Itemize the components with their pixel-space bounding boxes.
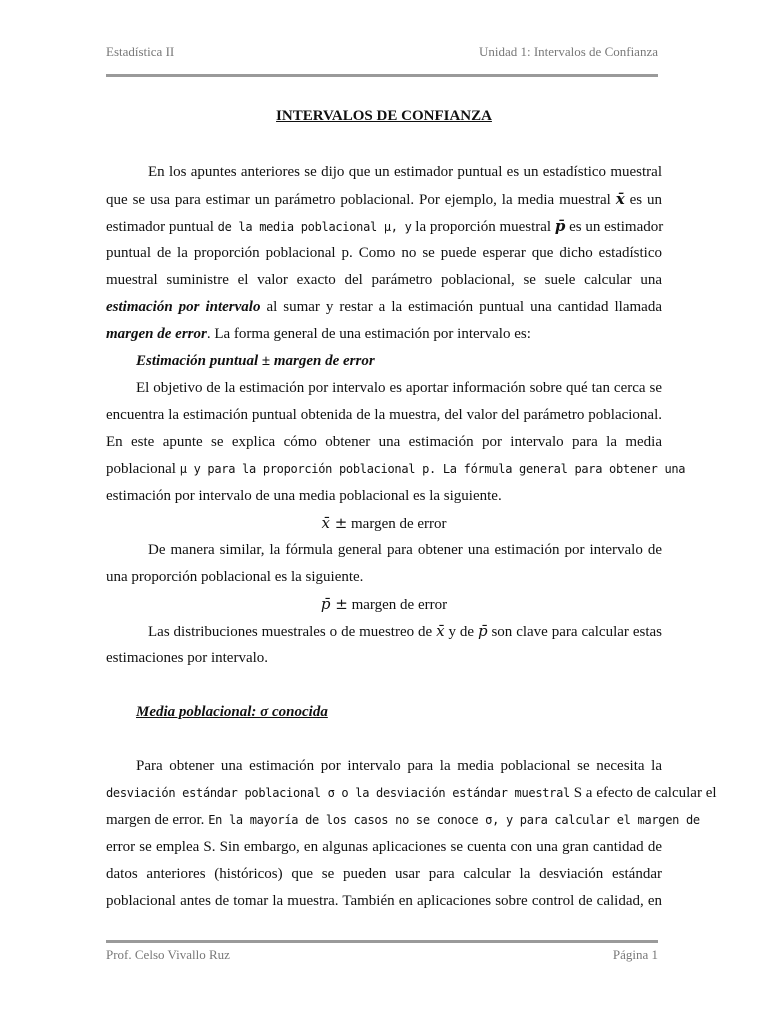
header-subject: Estadística II	[106, 44, 175, 59]
p5-line-1: Para obtener una estimación por intervalo para la media poblacional se necesita la	[136, 758, 662, 774]
p4-line-1: Las distribuciones muestrales o de muestreo de x̄ y de p̄ son clave para calcular estas	[148, 622, 662, 640]
formula-mean: x̄ ± margen de error	[321, 514, 447, 532]
header-unit: Unidad 1: Intervalos de Confianza	[478, 44, 658, 59]
p1-line-2: que se usa para estimar un parámetro poblacional. Por ejemplo, la media muestral x̄ es un	[106, 190, 663, 208]
p1-line-3: estimador puntual de la media poblacional μ, y la proporción muestral p̄ es un estimador	[106, 217, 664, 235]
p5-line-4: error se emplea S. Sin embargo, en algunas aplicaciones se cuenta con una gran cantidad de	[106, 839, 662, 855]
p2-line-5: estimación por intervalo de una media poblacional es la siguiente.	[106, 488, 502, 504]
formula-proportion: p̄ ± margen de error	[320, 595, 448, 613]
document-title: INTERVALOS DE CONFIANZA	[276, 108, 492, 124]
p5-line-6: poblacional antes de tomar la muestra. También en aplicaciones sobre control de calidad, en	[106, 893, 662, 909]
p2-line-2: encuentra la estimación puntual obtenida de la muestra, del valor del parámetro poblacional.	[106, 407, 662, 423]
p5-line-2: desviación estándar poblacional σ o la desviación estándar muestral S a efecto de calcular el	[106, 785, 717, 801]
footer-rule	[106, 940, 658, 943]
p2-line-1: El objetivo de la estimación por intervalo es aportar información sobre qué tan cerca se	[136, 380, 662, 396]
page-number: Página 1	[612, 947, 658, 962]
p3-line-2: una proporción poblacional es la siguiente.	[106, 569, 364, 585]
header-rule	[106, 74, 658, 77]
formula-interval-general: Estimación puntual ± margen de error	[136, 353, 375, 369]
footer-author: Prof. Celso Vivallo Ruz	[106, 947, 230, 962]
p5-line-5: datos anteriores (históricos) que se pueden usar para calcular la desviación estándar	[106, 866, 662, 882]
p1-line-7: margen de error. La forma general de una estimación por intervalo es:	[106, 326, 531, 342]
p1-line-6: estimación por intervalo al sumar y restar a la estimación puntual una cantidad llamada	[106, 299, 662, 315]
p1-line-1: En los apuntes anteriores se dijo que un estimador puntual es un estadístico muestral	[148, 164, 662, 180]
p1-line-5: muestral suministre el valor exacto del parámetro poblacional, se suele calcular una	[106, 272, 662, 288]
page-header	[106, 44, 658, 64]
section-heading: Media poblacional: σ conocida	[136, 704, 328, 720]
p3-line-1: De manera similar, la fórmula general para obtener una estimación por intervalo de	[148, 542, 662, 558]
p5-line-3: margen de error. En la mayoría de los casos no se conoce σ, y para calcular el margen de	[106, 812, 700, 828]
p2-line-4: poblacional μ y para la proporción poblacional p. La fórmula general para obtener una	[106, 461, 686, 477]
p4-line-2: estimaciones por intervalo.	[106, 650, 269, 666]
p2-line-3: En este apunte se explica cómo obtener una estimación por intervalo para la media	[106, 434, 662, 450]
p1-line-4: puntual de la proporción poblacional p. Como no se puede esperar que dicho estadístico	[106, 245, 662, 261]
